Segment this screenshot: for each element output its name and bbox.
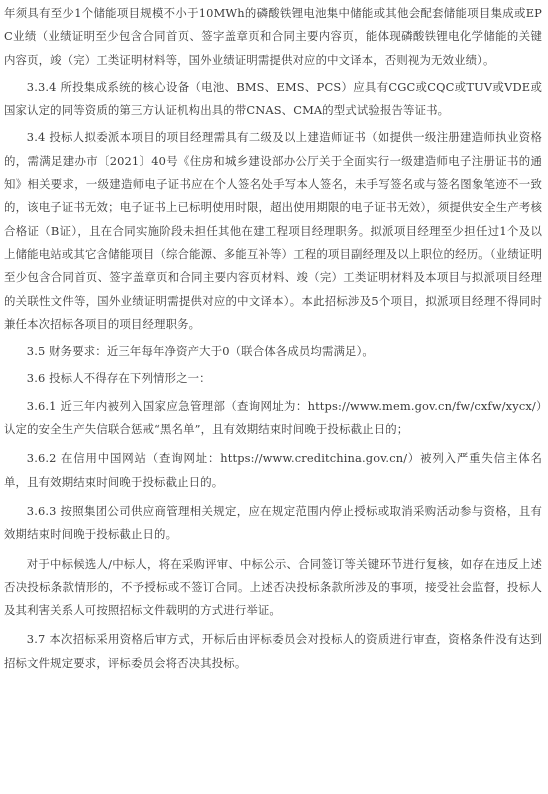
paragraph-3-7: 3.7 本次招标采用资格后审方式，开标后由评标委员会对投标人的资质进行审查，资格条件没有达到招标文件规定要求，评标委员会将否决其投标。	[4, 632, 542, 670]
paragraph-3-6: 3.6 投标人不得存在下列情形之一：	[26, 371, 211, 386]
paragraph-3-6-1: 3.6.1 近三年内被列入国家应急管理部（查询网址为：https://www.mem.gov.cn/fw/cxfw/xycx/）认定的安全生产失信联合惩戒“黑名单”，且有效期结束时间晚于投标截止日的；	[4, 398, 542, 437]
paragraph-3-3-4: 3.3.4 所投集成系统的核心设备（电池、BMS、EMS、PCS）应具有CGC或CQC或TUV或VDE或国家认定的同等资质的第三方认证机构出具的带CNAS、CMA的型式试验报告等证书。	[4, 79, 542, 118]
paragraph-performance-requirement-cont: 年须具有至少1个储能项目规模不小于10MWh的磷酸铁锂电池集中储能或其他会配套储能项目集成或EPC业绩（业绩证明至少包含合同首页、签字盖章页和合同主要内容页，能体现磷酸铁锂电化学储能的关键内容页，竣（完）工类证明材料等，国外业绩证明需提供对应的中文译本，否则视为无效业绩）。	[4, 6, 542, 67]
paragraph-3-6-2: 3.6.2 在信用中国网站（查询网址：https://www.creditchina.gov.cn/）被列入严重失信主体名单，且有效期结束时间晚于投标截止日的。	[4, 451, 542, 489]
paragraph-3-5: 3.5 财务要求：近三年每年净资产大于0（联合体各成员均需满足）。	[26, 344, 374, 359]
paragraph-3-4: 3.4 投标人拟委派本项目的项目经理需具有二级及以上建造师证书（如提供一级注册建造师执业资格的，需满足建办市〔2021〕40号《住房和城乡建设部办公厅关于全面实行一级建造师电子注册证书的通知》相关要求，一级建造师电子证书应在个人签名处手写本人签名，未手写签名或与签名图象笔迹不一致的，该电子证书无效；电子证书上已标明使用时限，超出使用期限的电子证书无效），须提供安全生产考核合格证（B证），且在合同实施阶段未担任其他在建工程项目经理职务。拟派项目经理至少担任过1个及以上储能电站或其它含储能项目（综合能源、多能互补等）工程的项目副经理及以上职位的经历。（业绩证明至少包含合同首页、签字盖章页和合同主要内容页材料、竣（完）工类证明材料及本项目与拟派项目经理的关联性文件等，国外业绩证明需提供对应的中文译本）。本此招标涉及5个项目，拟派项目经理不得同时兼任本次招标各项目的项目经理职务。	[4, 130, 542, 331]
paragraph-3-6-3: 3.6.3 按照集团公司供应商管理相关规定，应在规定范围内停止授标或取消采购活动参与资格，且有效期结束时间晚于投标截止日的。	[4, 503, 542, 542]
paragraph-review: 对于中标候选人/中标人，将在采购评审、中标公示、合同签订等关键环节进行复核，如存在违反上述否决投标条款情形的，不予授标或不签订合同。上述否决投标条款所涉及的事项，接受社会监督，投标人及其利害关系人可按照招标文件载明的方式进行举证。	[4, 556, 542, 618]
